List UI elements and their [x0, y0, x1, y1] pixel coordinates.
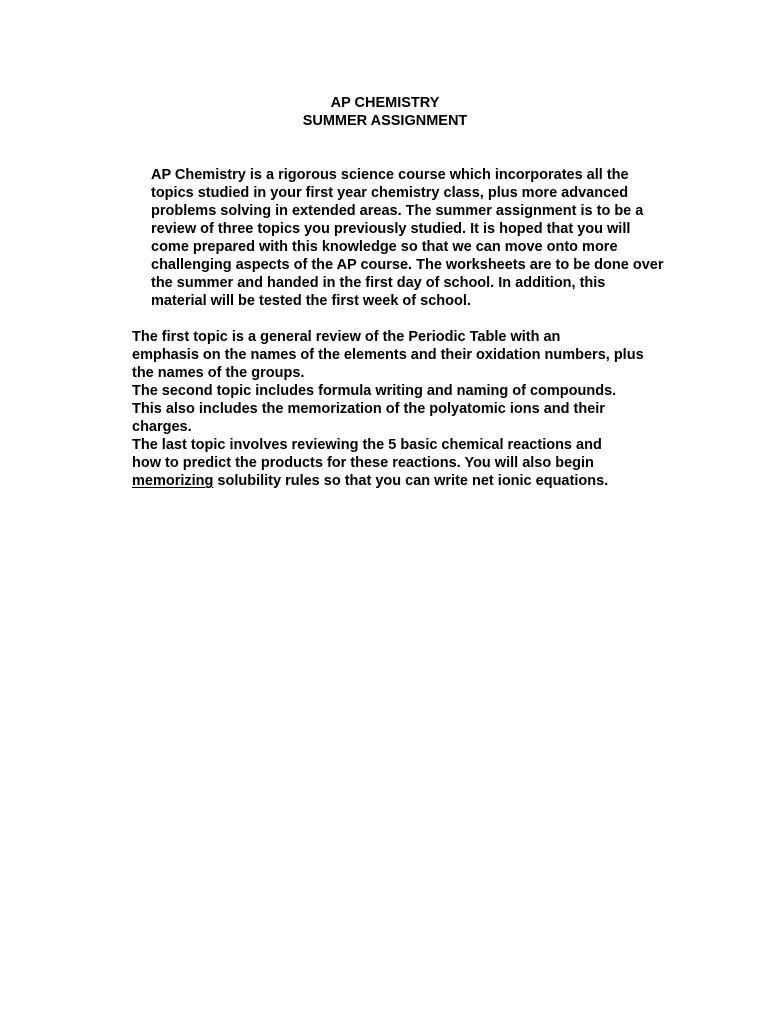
intro-paragraph	[113, 166, 683, 310]
text-line: charges.	[132, 419, 192, 435]
text-line: how to predict the products for these reactions. You will also begin	[132, 455, 594, 471]
text-line: problems solving in extended areas. The summer assignment is to be a	[151, 203, 644, 219]
topic-2-paragraph	[113, 382, 683, 436]
text-line: The last topic involves reviewing the 5 basic chemical reactions and	[132, 437, 602, 453]
text-line-last	[113, 472, 683, 490]
topic-3-paragraph	[113, 436, 683, 490]
text-line: the names of the groups.	[132, 365, 305, 381]
text-line: come prepared with this knowledge so that we can move onto more	[151, 239, 618, 255]
document-title: AP CHEMISTRY	[330, 95, 440, 111]
topic-1-paragraph	[113, 328, 683, 382]
text-line: material will be tested the first week of school.	[151, 293, 471, 309]
text-line: This also includes the memorization of the polyatomic ions and their	[132, 401, 605, 417]
text-line: AP Chemistry is a rigorous science course which incorporates all the	[151, 167, 629, 183]
text-line: challenging aspects of the AP course. The worksheets are to be done over	[151, 257, 664, 273]
document-subtitle: SUMMER ASSIGNMENT	[302, 113, 468, 129]
text-line-tail: solubility rules so that you can write net ionic equations.	[213, 473, 609, 489]
text-line: topics studied in your first year chemistry class, plus more advanced	[151, 185, 629, 201]
text-line: emphasis on the names of the elements and their oxidation numbers, plus	[132, 347, 644, 363]
text-line: The first topic is a general review of the Periodic Table with an	[132, 329, 561, 345]
emphasized-word: memorizing	[132, 473, 214, 489]
text-line: review of three topics you previously studied. It is hoped that you will	[151, 221, 631, 237]
text-line: The second topic includes formula writing and naming of compounds.	[132, 383, 617, 399]
text-line: the summer and handed in the first day of school. In addition, this	[151, 275, 606, 291]
